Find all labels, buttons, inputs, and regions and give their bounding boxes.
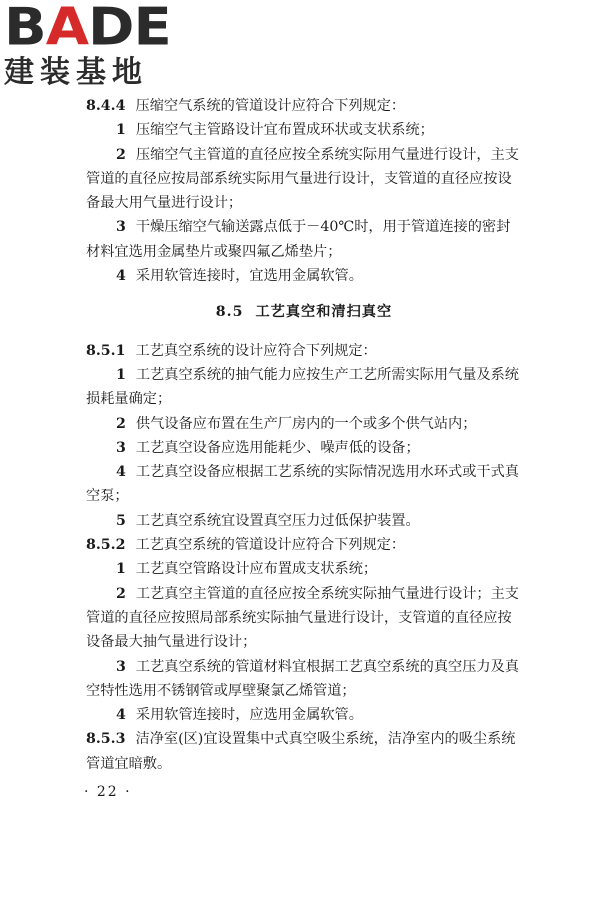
clause-number: 8.4.4 (86, 98, 126, 114)
section-title: 8.5 工艺真空和清扫真空 (215, 304, 393, 321)
bade-logo (4, 2, 184, 90)
list-item: 2 供气设备应布置在生产厂房内的一个或多个供气站内； (116, 415, 477, 432)
clause-text: 工艺真空系统的管道设计应符合下列规定： (135, 537, 406, 554)
list-item: 4 采用软管连接时，应选用金属软管。 (116, 707, 363, 724)
document-body (86, 94, 522, 776)
list-item: 3 工艺真空系统的管道材料宜根据工艺真空系统的真空压力及真空特性选用不锈钢管或厚壁聚氯乙烯管道； (86, 658, 519, 699)
clause-number: 8.5.1 (86, 342, 126, 359)
clause-8-5-2 (86, 533, 522, 557)
clause-text: 工艺真空系统的设计应符合下列规定： (135, 342, 377, 359)
clause-number: 8.5.2 (86, 537, 126, 554)
clause-text: 洁净室(区)宜设置集中式真空吸尘系统，洁净室内的吸尘系统管道宜暗敷。 (86, 731, 516, 772)
clause-8-4-4 (86, 94, 522, 118)
list-item: 1 压缩空气主管路设计宜布置成环状或支状系统； (116, 122, 434, 139)
list-item: 1 工艺真空管路设计应布置成支状系统； (116, 561, 378, 578)
list-item: 2 压缩空气主管道的直径应按全系统实际用气量进行设计，主支管道的直径应按局部系统实际用气量进行设计，支管道的直径应按设备最大用气量进行设计； (86, 146, 519, 212)
clause-8-5-1 (86, 339, 522, 363)
list-item: 3 工艺真空设备应选用能耗少、噪声低的设备； (116, 439, 420, 456)
page-number: · 22 · (84, 784, 132, 800)
logo-chinese-text: 建装基地 (4, 55, 148, 90)
list-item: 4 采用软管连接时，宜选用金属软管。 (116, 268, 363, 285)
list-item: 5 工艺真空系统宜设置真空压力过低保护装置。 (116, 512, 420, 529)
clause-8-5-3 (86, 727, 522, 776)
clause-number: 8.5.3 (86, 731, 126, 748)
list-item: 4 工艺真空设备应根据工艺系统的实际情况选用水环式或干式真空泵； (86, 464, 519, 505)
list-item: 2 工艺真空主管道的直径应按全系统实际抽气量进行设计；主支管道的直径应按照局部系统实际抽气量进行设计，支管道的直径应按设备最大抽气量进行设计； (86, 585, 519, 651)
list-item: 3 干燥压缩空气输送露点低于－40℃时，用于管道连接的密封材料宜选用金属垫片或聚四氟乙烯垫片； (86, 219, 511, 260)
list-item: 1 工艺真空系统的抽气能力应按生产工艺所需实际用气量及系统损耗量确定； (86, 366, 519, 408)
clause-text: 压缩空气系统的管道设计应符合下列规定： (135, 98, 406, 114)
logo-wordmark: BADE (4, 0, 171, 58)
